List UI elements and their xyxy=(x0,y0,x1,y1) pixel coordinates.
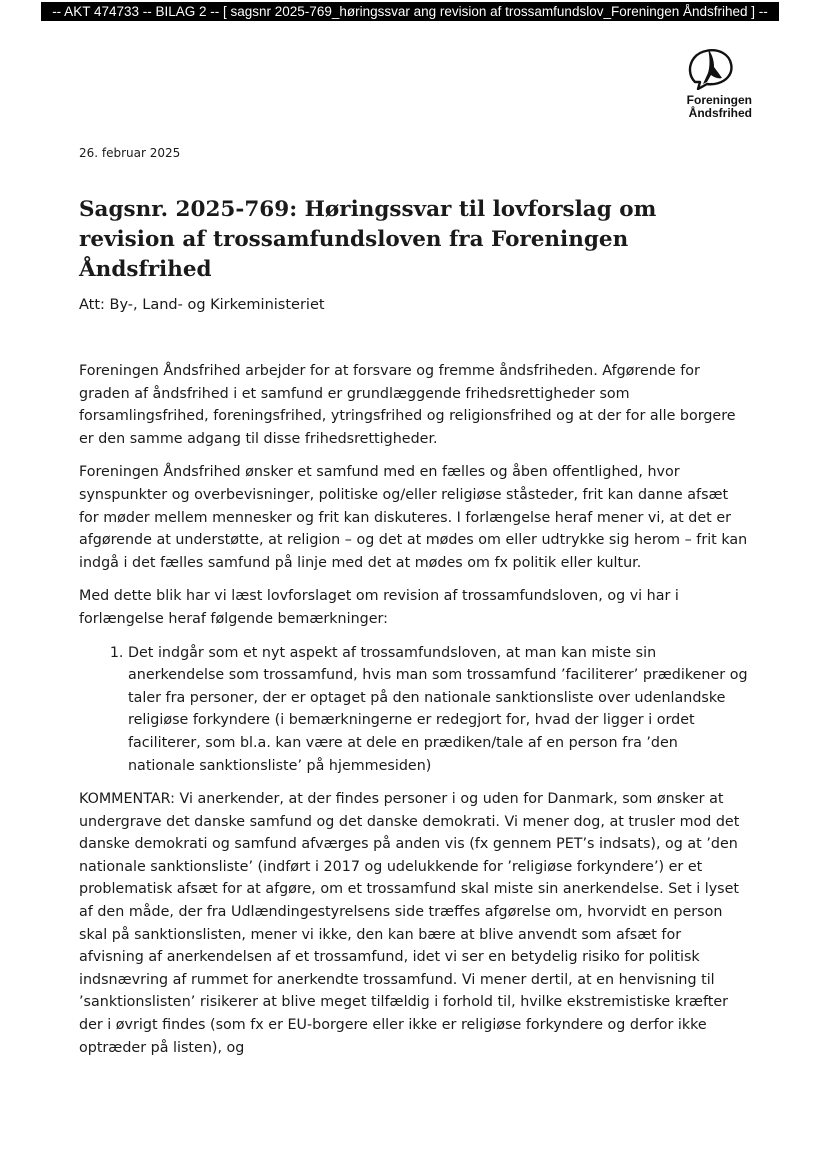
organization-logo xyxy=(672,46,752,120)
logo-line-2: Åndsfrihed xyxy=(688,106,752,120)
document-date: 26. februar 2025 xyxy=(79,146,181,160)
bird-speech-bubble-icon xyxy=(686,46,736,90)
paragraph: Foreningen Åndsfrihed arbejder for at forsvare og fremme åndsfriheden. Afgørende for graden af åndsfrihed i et samfund er grundlæggende frihedsrettigheder som forsamlingsfrihed, foreningsfrihed, ytringsfrihed og religionsfrihed og at der for alle borgere er den samme adgang til disse frihedsrettigheder. xyxy=(79,363,736,447)
list-item: 1. Det indgår som et nyt aspekt af trossamfundsloven, at man kan miste sin anerkendelse som trossamfund, hvis man som trossamfund ’faciliterer’ prædikener og taler fra personer, der er optaget på den nationale sanktionsliste over udenlandske religiøse forkyndere (i bemærkningerne er redegjort for, hvad der ligger i ordet faciliterer, som bl.a. kan være at dele en prædiken/tale af en person fra ’den nationale sanktionsliste’ på hjemmesiden) xyxy=(128,642,749,778)
document-title: Sagsnr. 2025-769: Høringssvar til lovforslag om revision af trossamfundsloven fra Foreningen Åndsfrihed xyxy=(79,197,657,282)
remarks-list xyxy=(79,642,749,778)
document-body xyxy=(79,360,749,1070)
paragraph: Med dette blik har vi læst lovforslaget om revision af trossamfundsloven, og vi har i forlængelse heraf følgende bemærkninger: xyxy=(79,588,679,627)
paragraph: Foreningen Åndsfrihed ønsker et samfund med en fælles og åben offentlighed, hvor synspunkter og overbevisninger, politiske og/eller religiøse ståsteder, frit kan danne afsæt for møder mellem mennesker og frit kan diskuteres. I forlængelse heraf mener vi, at det er afgørende at understøtte, at religion – og det at mødes om eller udtrykke sig herom – frit kan indgå i det fælles samfund på linje med det at mødes om fx politik eller kultur. xyxy=(79,464,748,571)
logo-line-1: Foreningen xyxy=(686,93,752,107)
document-stamp-header: -- AKT 474733 -- BILAG 2 -- [ sagsnr 2025-769_høringssvar ang revision af trossamfundslov_Foreningen Åndsfrihed ] -- xyxy=(41,2,779,21)
comment-paragraph: KOMMENTAR: Vi anerkender, at der findes personer i og uden for Danmark, som ønsker at undergrave det danske samfund og det danske demokrati. Vi mener dog, at trusler mod det danske demokrati og samfund afværges på anden vis (fx gennem PET’s indsats), og at ’den nationale sanktionsliste’ (indført i 2017 og udelukkende for ’religiøse forkyndere’) er et problematisk afsæt for at afgøre, om et trossamfund skal miste sin anerkendelse. Set i lyset af den måde, der fra Udlændingestyrelsens side træffes afgørelse om, hvorvidt en person skal på sanktionslisten, mener vi ikke, den kan bære at blive anvendt som afsæt for afvisning af anerkendelsen af et trossamfund, idet vi ser en betydelig risiko for politisk indsnævring af rummet for anerkendte trossamfund. Vi mener dertil, at en henvisning til ’sanktionslisten’ risikerer at blive meget tilfældig i forhold til, hvilke ekstremistiske kræfter der i øvrigt findes (som fx er EU-borgere eller ikke er religiøse forkyndere og derfor ikke optræder på listen), og xyxy=(79,791,740,1056)
recipient-line: Att: By-, Land- og Kirkeministeriet xyxy=(79,297,325,313)
